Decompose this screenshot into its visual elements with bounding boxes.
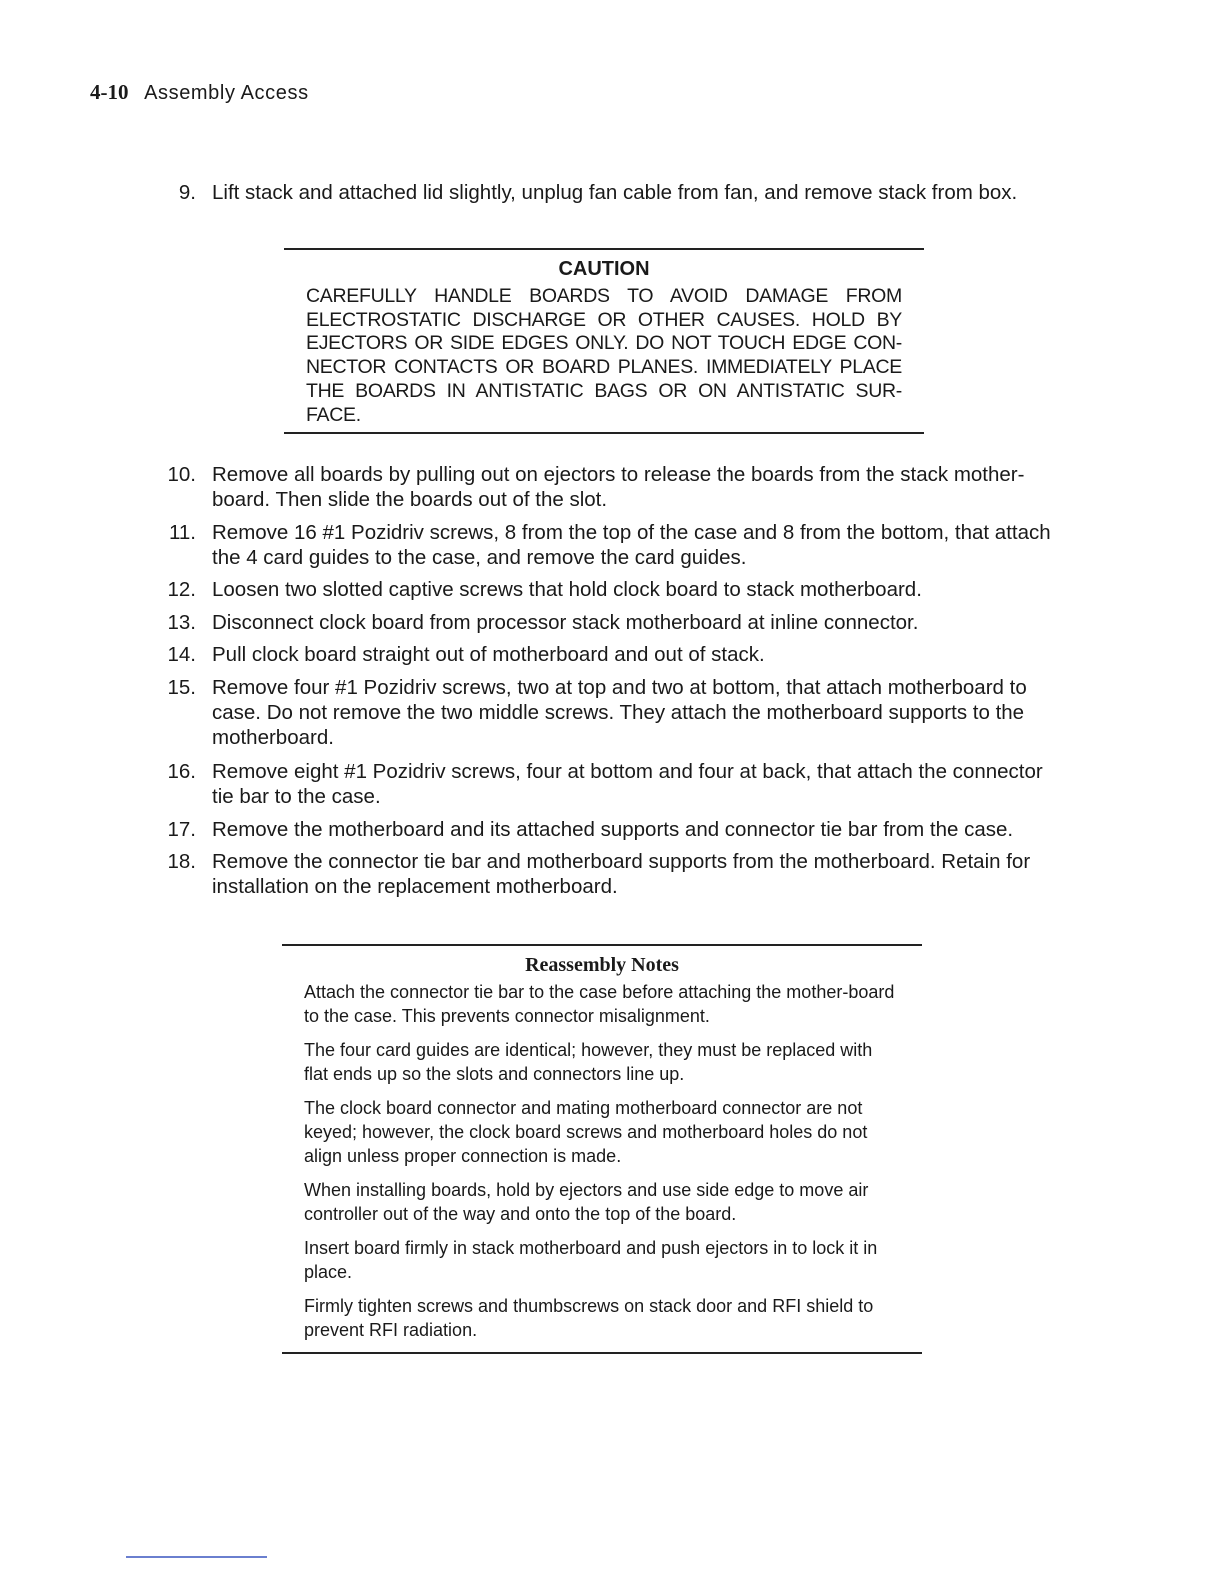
section-title: Assembly Access [144,82,309,104]
step-17 [150,817,1060,842]
step-text: Pull clock board straight out of motherboard and out of stack. [212,643,765,666]
step-18 [150,849,1060,899]
step-text: Remove the connector tie bar and motherboard supports from the motherboard. Retain for installation on the replacement motherboard. [212,850,1031,898]
step-text: Remove all boards by pulling out on ejectors to release the boards from the stack mother-board. Then slide the boards out of the slot. [212,463,1025,511]
caution-box [284,248,924,434]
reassembly-notes-box [282,944,922,1354]
step-number: 18. [167,850,196,873]
caution-body: CAREFULLY HANDLE BOARDS TO AVOID DAMAGE FROM ELECTROSTATIC DISCHARGE OR OTHER CAUSES. HOLD BY EJECTORS OR SIDE EDGES ONLY. DO NOT TOUCH EDGE CON-NECTOR CONTACTS OR BOARD PLANES. IMMEDIATELY PLACE THE BOARDS IN ANTISTATIC BAGS OR ON ANTISTATIC SUR-FACE. [306,285,902,426]
step-14 [150,642,1060,667]
note-paragraph: Insert board firmly in stack motherboard and push ejectors in to lock it in place. [304,1238,878,1282]
step-number: 15. [167,676,196,699]
caution-heading: CAUTION [558,258,650,280]
step-text: Remove 16 #1 Pozidriv screws, 8 from the top of the case and 8 from the bottom, that attach the 4 card guides to the case, and remove the card guides. [212,521,1051,569]
step-12 [150,577,1060,602]
step-text: Remove the motherboard and its attached supports and connector tie bar from the case. [212,818,1014,841]
note-paragraph: Attach the connector tie bar to the case before attaching the mother-board to the case. This prevents connector misalignment. [304,982,895,1026]
footer-rule [126,1556,267,1558]
note-paragraph: Firmly tighten screws and thumbscrews on stack door and RFI shield to prevent RFI radiation. [304,1296,874,1340]
step-number: 9. [178,181,196,204]
step-number: 13. [167,611,196,634]
step-11 [150,520,1060,570]
step-15 [150,675,1060,750]
step-10 [150,462,1060,512]
step-16 [150,759,1060,809]
step-text: Lift stack and attached lid slightly, unplug fan cable from fan, and remove stack from box. [212,181,1018,204]
step-number: 16. [167,760,196,783]
note-paragraph: The four card guides are identical; however, they must be replaced with flat ends up so the slots and connectors line up. [304,1040,873,1084]
step-text: Remove eight #1 Pozidriv screws, four at bottom and four at back, that attach the connector tie bar to the case. [212,760,1043,808]
step-9 [150,180,1060,205]
step-13 [150,610,1060,635]
step-text: Remove four #1 Pozidriv screws, two at top and two at bottom, that attach motherboard to case. Do not remove the two middle screws. They attach the motherboard supports to the motherboard. [212,676,1027,749]
step-number: 11. [169,521,196,544]
step-number: 12. [167,578,196,601]
step-number: 14. [167,643,196,666]
notes-heading: Reassembly Notes [525,954,679,976]
step-number: 10. [167,463,196,486]
note-paragraph: When installing boards, hold by ejectors and use side edge to move air controller out of the way and onto the top of the board. [304,1180,869,1224]
notes-body [304,980,900,1342]
page-number: 4-10 [90,80,129,104]
note-paragraph: The clock board connector and mating motherboard connector are not keyed; however, the clock board screws and motherboard holes do not align unless proper connection is made. [304,1098,868,1166]
step-text: Disconnect clock board from processor stack motherboard at inline connector. [212,611,919,634]
step-text: Loosen two slotted captive screws that hold clock board to stack motherboard. [212,578,922,601]
page-header [90,80,309,105]
step-number: 17. [167,818,196,841]
